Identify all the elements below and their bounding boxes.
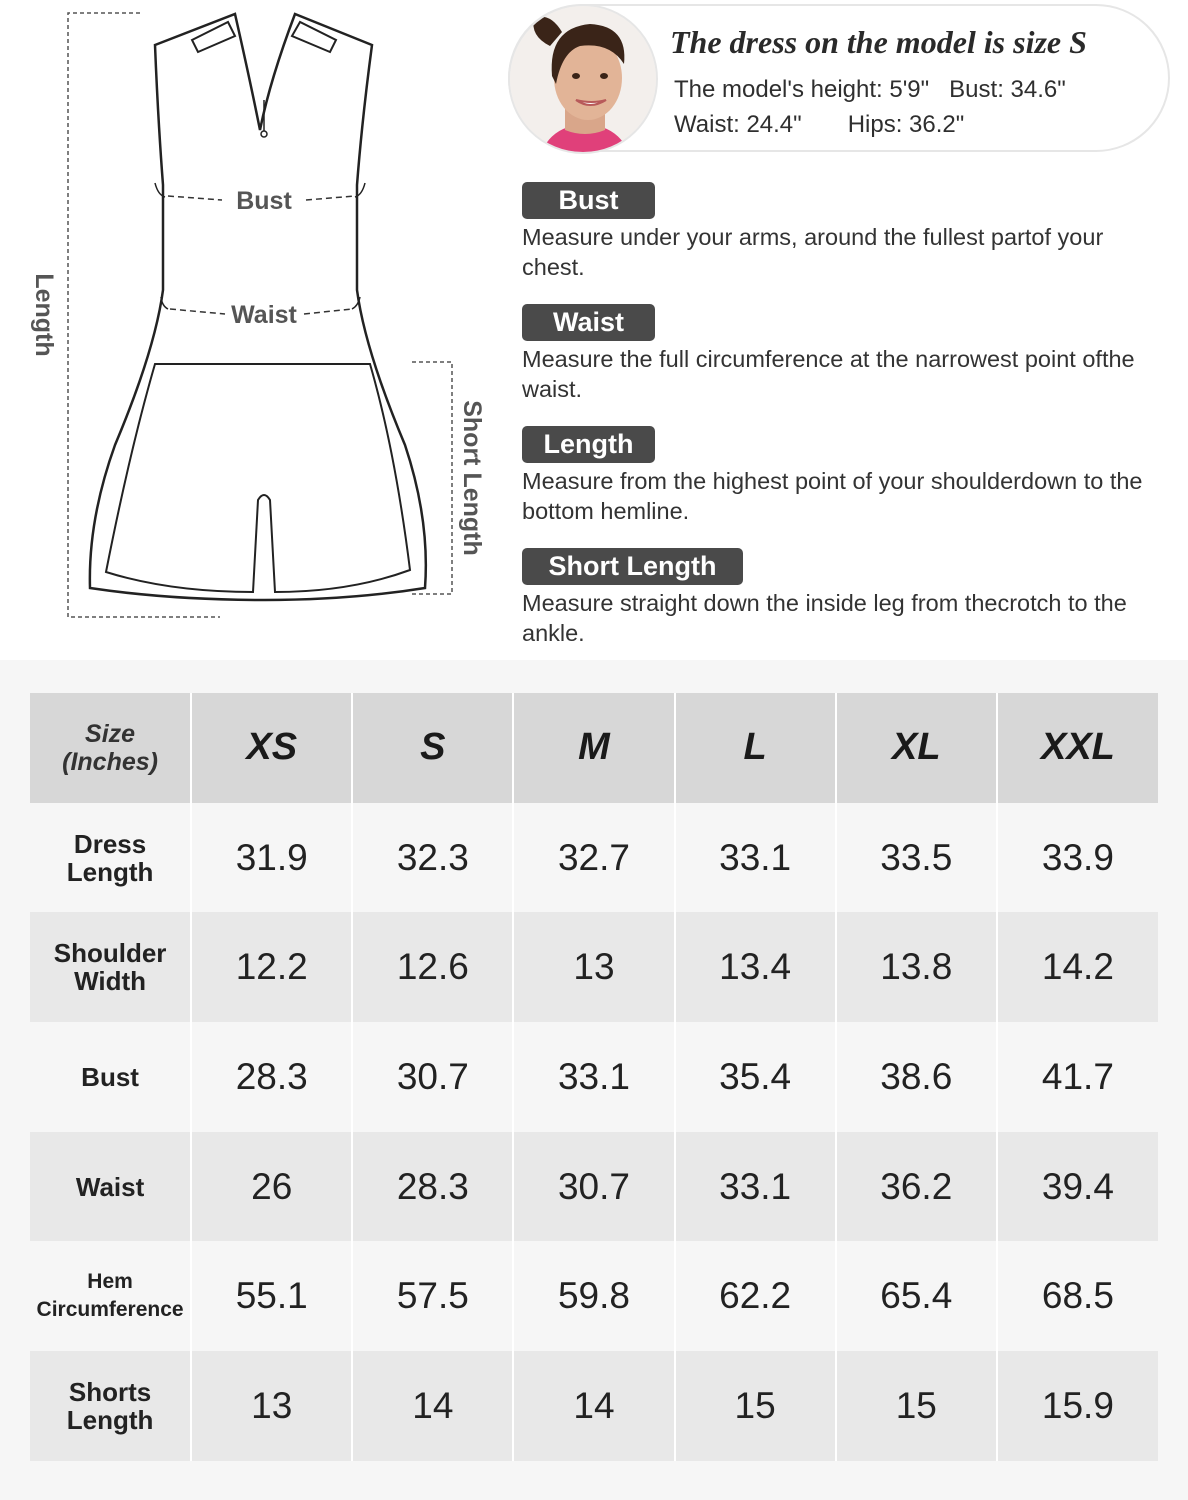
- waist-label: Waist: [231, 301, 297, 329]
- size-header-row: [30, 693, 1158, 803]
- table-cell: 13: [513, 912, 674, 1022]
- size-column-header: XS: [191, 693, 352, 803]
- definition-tag: Bust: [522, 182, 655, 219]
- table-cell: 15: [836, 1351, 997, 1461]
- definition-bust: [522, 182, 1162, 282]
- row-label: Bust: [30, 1022, 191, 1132]
- table-cell: 57.5: [352, 1241, 513, 1351]
- size-chart-table: [30, 693, 1158, 1461]
- table-row-shorts-length: [30, 1351, 1158, 1461]
- definition-waist: [522, 304, 1162, 404]
- definition-tag: Waist: [522, 304, 655, 341]
- table-cell: 13.4: [675, 912, 836, 1022]
- table-cell: 59.8: [513, 1241, 674, 1351]
- row-label: [30, 1351, 191, 1461]
- size-column-header: M: [513, 693, 674, 803]
- table-cell: 31.9: [191, 803, 352, 913]
- table-cell: 41.7: [997, 1022, 1158, 1132]
- table-cell: 62.2: [675, 1241, 836, 1351]
- size-column-header: XXL: [997, 693, 1158, 803]
- definition-tag: Length: [522, 426, 655, 463]
- size-column-header: XL: [836, 693, 997, 803]
- definition-text: Measure the full circumference at the narrowest point ofthe waist.: [522, 346, 1135, 402]
- row-label-line2: Length: [66, 1404, 154, 1435]
- table-row-bust: [30, 1022, 1158, 1132]
- bust-label: Bust: [236, 187, 292, 215]
- measurement-definitions: [522, 182, 1162, 670]
- length-label: Length: [30, 273, 58, 357]
- table-cell: 33.5: [836, 803, 997, 913]
- table-cell: 36.2: [836, 1132, 997, 1242]
- table-cell: 14: [352, 1351, 513, 1461]
- table-cell: 15: [675, 1351, 836, 1461]
- size-chart-section: [0, 660, 1188, 1500]
- table-cell: 39.4: [997, 1132, 1158, 1242]
- size-unit-header: [30, 693, 191, 803]
- table-cell: 28.3: [191, 1022, 352, 1132]
- model-avatar: [508, 4, 658, 154]
- table-cell: 26: [191, 1132, 352, 1242]
- definition-text: Measure from the highest point of your shoulderdown to the bottom hemline.: [522, 468, 1143, 524]
- row-label: [30, 912, 191, 1022]
- row-label-line1: Shorts: [68, 1376, 152, 1407]
- table-row-shoulder-width: [30, 912, 1158, 1022]
- table-cell: 68.5: [997, 1241, 1158, 1351]
- table-cell: 33.1: [675, 1132, 836, 1242]
- table-row-dress-length: [30, 803, 1158, 913]
- size-header-line2: (Inches): [62, 747, 158, 776]
- row-label: Waist: [30, 1132, 191, 1242]
- model-portrait-icon: [510, 6, 658, 154]
- table-cell: 15.9: [997, 1351, 1158, 1461]
- row-label-line2: Width: [74, 966, 147, 997]
- model-waist-hips-line: [674, 111, 964, 139]
- row-label: [30, 1241, 191, 1351]
- table-cell: 38.6: [836, 1022, 997, 1132]
- table-row-hem-circumference: [30, 1241, 1158, 1351]
- model-hips: Hips: 36.2": [847, 111, 965, 138]
- row-label-line2: Circumference: [36, 1298, 184, 1322]
- table-cell: 55.1: [191, 1241, 352, 1351]
- row-label-line1: Hem: [87, 1270, 133, 1294]
- table-cell: 33.1: [513, 1022, 674, 1132]
- size-column-header: S: [352, 693, 513, 803]
- model-height-bust-line: [674, 76, 1066, 104]
- model-waist: Waist: 24.4": [674, 111, 802, 138]
- table-row-waist: [30, 1132, 1158, 1242]
- table-cell: 32.7: [513, 803, 674, 913]
- table-cell: 65.4: [836, 1241, 997, 1351]
- short-length-label: Short Length: [458, 400, 486, 556]
- size-column-header: L: [675, 693, 836, 803]
- table-cell: 33.1: [675, 803, 836, 913]
- table-cell: 12.6: [352, 912, 513, 1022]
- definition-short-length: [522, 548, 1162, 648]
- top-section: [0, 0, 1188, 660]
- table-cell: 35.4: [675, 1022, 836, 1132]
- definition-text: Measure straight down the inside leg from thecrotch to the ankle.: [522, 590, 1127, 646]
- table-cell: 14.2: [997, 912, 1158, 1022]
- row-label-line2: Length: [66, 856, 154, 887]
- table-cell: 13.8: [836, 912, 997, 1022]
- dress-diagram: [20, 0, 500, 650]
- definition-text: Measure under your arms, around the fullest partof your chest.: [522, 224, 1104, 280]
- definition-tag: Short Length: [522, 548, 743, 585]
- model-info-card: [508, 4, 1170, 152]
- model-height: The model's height: 5'9": [674, 76, 930, 103]
- size-header-line1: Size: [85, 719, 136, 748]
- zipper-pull-icon: [261, 131, 267, 137]
- table-cell: 32.3: [352, 803, 513, 913]
- table-cell: 12.2: [191, 912, 352, 1022]
- row-label-line1: Shoulder: [53, 938, 167, 969]
- definition-length: [522, 426, 1162, 526]
- table-cell: 30.7: [352, 1022, 513, 1132]
- table-cell: 28.3: [352, 1132, 513, 1242]
- row-label-line1: Dress: [73, 828, 147, 859]
- table-cell: 30.7: [513, 1132, 674, 1242]
- table-cell: 14: [513, 1351, 674, 1461]
- table-cell: 13: [191, 1351, 352, 1461]
- table-cell: 33.9: [997, 803, 1158, 913]
- row-label: [30, 803, 191, 913]
- model-bust: Bust: 34.6": [949, 76, 1066, 103]
- model-size-title: The dress on the model is size S: [670, 24, 1087, 60]
